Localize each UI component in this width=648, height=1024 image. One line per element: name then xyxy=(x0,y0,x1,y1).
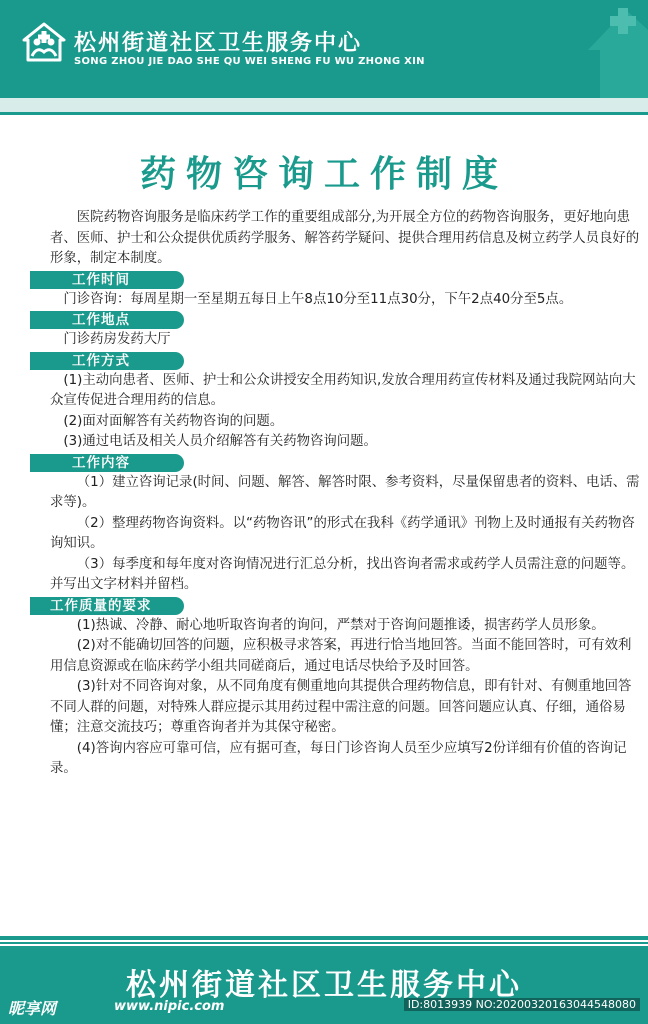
section-heading-quality: 工作质量的要求 xyxy=(30,597,184,615)
watermark-id: ID:8013939 NO:20200320163044548080 xyxy=(404,998,640,1011)
intro-paragraph: 医院药物咨询服务是临床药学工作的重要组成部分,为开展全方位的药物咨询服务，更好地向患者、医师、护士和公众提供优质药学服务、解答药学疑问、提供合理用药信息及树立药学人员良好的形象，制定本制度。 xyxy=(50,210,640,266)
watermark-url: www.nipic.com xyxy=(114,999,225,1014)
list-item: (4)答询内容应可靠可信，应有据可查，每日门诊咨询人员至少应填写2份详细有价值的咨询记录。 xyxy=(50,740,627,776)
list-item: (3)针对不同咨询对象，从不同角度有侧重地向其提供合理药物信息，即有针对、有侧重地回答不同人群的问题，对特殊人群应提示其用药过程中需注意的问题。回答问题应认真、仔细，通俗易懂；注意交流技巧；尊重咨询者并为其保守秘密。 xyxy=(50,679,632,735)
footer-divider-thin xyxy=(0,942,648,944)
section-heading-place: 工作地点 xyxy=(30,311,184,329)
list-item: (1)主动向患者、医师、护士和公众讲授安全用药知识,发放合理用药宣传材料及通过我院网站向大众宣传促进合理用药的信息。 xyxy=(50,372,636,408)
section-heading-time: 工作时间 xyxy=(30,271,184,289)
list-item: （2）整理药物咨询资料。以“药物咨讯”的形式在我科《药学通讯》刊物上及时通报有关药物咨询知识。 xyxy=(50,515,635,551)
org-name-en: SONG ZHOU JIE DAO SHE QU WEI SHENG FU WU ZHONG XIN xyxy=(74,56,425,67)
watermark-brand: 昵享网 xyxy=(8,999,57,1018)
header-stripe xyxy=(0,98,648,112)
time-text: 门诊咨询：每周星期一至星期五每日上午8点10分至11点30分，下午2点40分至5点。 xyxy=(63,291,573,307)
place-text: 门诊药房发药大厅 xyxy=(63,332,171,347)
section-heading-method: 工作方式 xyxy=(30,352,184,370)
regulation-body xyxy=(50,208,640,780)
section-heading-content: 工作内容 xyxy=(30,454,184,472)
house-cross-decoration-icon xyxy=(586,4,648,98)
list-item: (2)对不能确切回答的问题，应积极寻求答案，再进行恰当地回答。当面不能回答时，可有效利用信息资源或在临床药学小组共同磋商后，通过电话尽快给予及时回答。 xyxy=(50,638,632,674)
footer-org-name: 松州街道社区卫生服务中心 xyxy=(126,968,522,1003)
list-item: (3)通过电话及相关人员介绍解答有关药物咨询问题。 xyxy=(63,434,377,449)
list-item: (2)面对面解答有关药物咨询的问题。 xyxy=(63,413,284,429)
list-item: (1)热诚、冷静、耐心地听取咨询者的询问，严禁对于咨询问题推诿，损害药学人员形象。 xyxy=(76,617,605,633)
page-title: 药物咨询工作制度 xyxy=(139,153,508,195)
community-health-logo-icon xyxy=(22,22,66,62)
header-divider xyxy=(0,112,648,115)
list-item: （1）建立咨询记录(时间、问题、解答、解答时限、参考资料，尽量保留患者的资料、电话、需求等)。 xyxy=(50,474,640,510)
org-name-cn: 松州街道社区卫生服务中心 xyxy=(74,31,363,56)
footer-divider xyxy=(0,936,648,940)
list-item: （3）每季度和每年度对咨询情况进行汇总分析，找出咨询者需求或药学人员需注意的问题等。并写出文字材料并留档。 xyxy=(50,556,635,592)
